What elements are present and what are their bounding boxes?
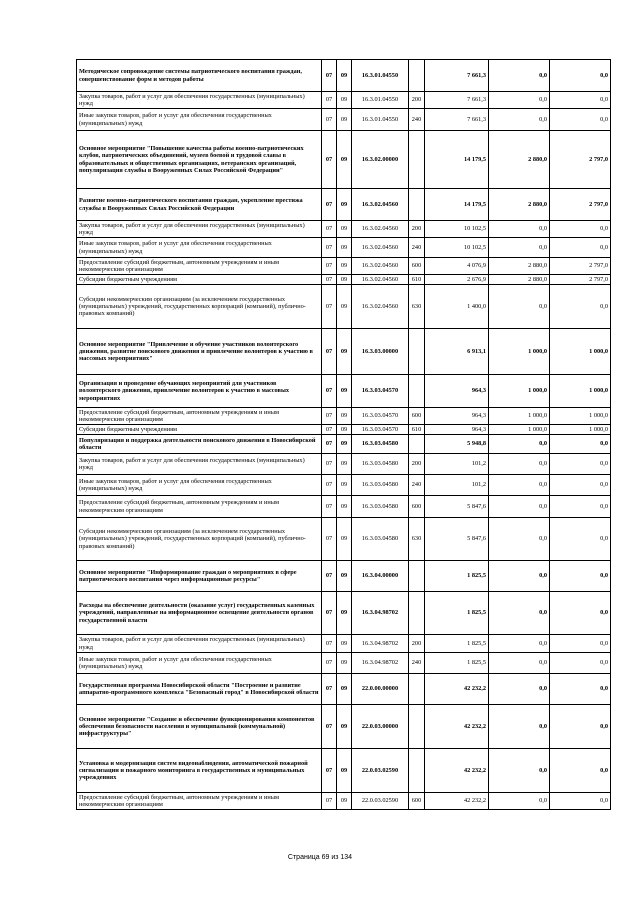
- row-amount-year-1: 101,2: [425, 454, 489, 475]
- row-amount-year-3: 0,0: [550, 60, 611, 92]
- row-expense-type: 630: [409, 518, 425, 561]
- row-expense-type: 200: [409, 92, 425, 109]
- row-subsection: 09: [337, 475, 352, 496]
- row-target-code: 16.3.03.04570: [352, 408, 409, 425]
- row-target-code: 16.3.02.04560: [352, 238, 409, 258]
- row-amount-year-2: 2 880,0: [489, 189, 550, 221]
- table-row: [77, 653, 611, 674]
- row-subsection: 09: [337, 518, 352, 561]
- row-subsection: 09: [337, 131, 352, 189]
- row-amount-year-2: 0,0: [489, 496, 550, 518]
- row-subsection: 09: [337, 454, 352, 475]
- row-amount-year-1: 5 847,6: [425, 518, 489, 561]
- page-number: Страница 69 из 134: [287, 854, 353, 861]
- table-row: [77, 92, 611, 109]
- table-row: [77, 131, 611, 189]
- row-name: Установка и модернизация систем видеонаблюдения, автоматической пожарной сигнализации и пожарного мониторинга в государственных и муниципальных учреждениях: [77, 749, 322, 793]
- table-row: [77, 674, 611, 705]
- row-expense-type: [409, 329, 425, 375]
- table-row: [77, 518, 611, 561]
- row-amount-year-3: 2 797,0: [550, 131, 611, 189]
- row-expense-type: 240: [409, 109, 425, 131]
- row-expense-type: 200: [409, 635, 425, 653]
- row-name: Основное мероприятие "Информирование граждан о мероприятиях в сфере патриотического воспитания через информационные ресурсы": [77, 561, 322, 592]
- table-row: [77, 109, 611, 131]
- row-amount-year-2: 1 000,0: [489, 425, 550, 435]
- row-amount-year-3: 2 797,0: [550, 189, 611, 221]
- row-amount-year-1: 7 661,3: [425, 92, 489, 109]
- row-target-code: 16.3.02.04560: [352, 275, 409, 285]
- row-amount-year-3: 0,0: [550, 749, 611, 793]
- row-subsection: 09: [337, 258, 352, 275]
- row-target-code: 22.0.03.02590: [352, 749, 409, 793]
- row-target-code: 16.3.02.04560: [352, 221, 409, 238]
- row-expense-type: 600: [409, 258, 425, 275]
- row-amount-year-2: 0,0: [489, 435, 550, 454]
- row-amount-year-3: 0,0: [550, 705, 611, 749]
- row-subsection: 09: [337, 109, 352, 131]
- row-target-code: 22.0.00.00000: [352, 674, 409, 705]
- table-row: [77, 435, 611, 454]
- table-row: [77, 329, 611, 375]
- row-amount-year-1: 1 825,5: [425, 592, 489, 635]
- row-subsection: 09: [337, 275, 352, 285]
- row-amount-year-3: 0,0: [550, 92, 611, 109]
- table-row: [77, 496, 611, 518]
- row-subsection: 09: [337, 425, 352, 435]
- row-target-code: 16.3.04.00000: [352, 561, 409, 592]
- row-amount-year-3: 0,0: [550, 592, 611, 635]
- row-section: 07: [322, 275, 337, 285]
- row-amount-year-1: 1 400,0: [425, 285, 489, 329]
- row-amount-year-1: 42 232,2: [425, 674, 489, 705]
- row-amount-year-1: 5 847,6: [425, 496, 489, 518]
- row-amount-year-3: 0,0: [550, 109, 611, 131]
- table-row: [77, 285, 611, 329]
- row-expense-type: 200: [409, 454, 425, 475]
- row-expense-type: [409, 131, 425, 189]
- row-amount-year-1: 42 232,2: [425, 793, 489, 810]
- row-amount-year-2: 0,0: [489, 92, 550, 109]
- row-subsection: 09: [337, 238, 352, 258]
- row-amount-year-1: 10 102,5: [425, 238, 489, 258]
- row-target-code: 16.3.03.04570: [352, 375, 409, 408]
- row-target-code: 22.0.03.00000: [352, 705, 409, 749]
- row-subsection: 09: [337, 285, 352, 329]
- row-amount-year-2: 1 000,0: [489, 329, 550, 375]
- row-amount-year-3: 1 000,0: [550, 425, 611, 435]
- row-amount-year-2: 2 880,0: [489, 275, 550, 285]
- row-expense-type: 630: [409, 285, 425, 329]
- row-name: Иные закупки товаров, работ и услуг для обеспечения государственных (муниципальных) нужд: [77, 475, 322, 496]
- row-amount-year-3: 0,0: [550, 496, 611, 518]
- row-amount-year-3: 0,0: [550, 674, 611, 705]
- row-amount-year-2: 0,0: [489, 285, 550, 329]
- row-amount-year-3: 0,0: [550, 435, 611, 454]
- row-section: 07: [322, 454, 337, 475]
- row-name: Предоставление субсидий бюджетным, автономным учреждениям и иным некоммерческим организациям: [77, 408, 322, 425]
- row-section: 07: [322, 189, 337, 221]
- row-amount-year-3: 0,0: [550, 635, 611, 653]
- row-section: 07: [322, 238, 337, 258]
- row-target-code: 16.3.03.04580: [352, 475, 409, 496]
- table-row: [77, 475, 611, 496]
- row-section: 07: [322, 674, 337, 705]
- row-subsection: 09: [337, 92, 352, 109]
- row-section: 07: [322, 705, 337, 749]
- row-target-code: 16.3.01.04550: [352, 60, 409, 92]
- row-amount-year-1: 14 179,5: [425, 131, 489, 189]
- row-amount-year-2: 0,0: [489, 592, 550, 635]
- row-expense-type: 610: [409, 275, 425, 285]
- row-amount-year-3: 2 797,0: [550, 258, 611, 275]
- row-name: Закупка товаров, работ и услуг для обеспечения государственных (муниципальных) нужд: [77, 454, 322, 475]
- row-target-code: 16.3.03.04580: [352, 496, 409, 518]
- row-target-code: 16.3.03.04580: [352, 435, 409, 454]
- row-section: 07: [322, 793, 337, 810]
- row-amount-year-2: 0,0: [489, 109, 550, 131]
- row-name: Методическое сопровождение системы патриотического воспитания граждан, совершенствование форм и методов работы: [77, 60, 322, 92]
- table-row: [77, 635, 611, 653]
- row-subsection: 09: [337, 375, 352, 408]
- row-amount-year-2: 0,0: [489, 705, 550, 749]
- row-target-code: 16.3.02.04560: [352, 258, 409, 275]
- table-row: [77, 454, 611, 475]
- row-name: Государственная программа Новосибирской области "Построение и развитие аппаратно-программного комплекса "Безопасный город" в Новосибирской области: [77, 674, 322, 705]
- row-amount-year-2: 0,0: [489, 793, 550, 810]
- row-expense-type: 200: [409, 221, 425, 238]
- row-name: Субсидии некоммерческим организациям (за исключением государственных (муниципальных) учреждений, государственных корпораций (компаний), публично-правовых компаний): [77, 285, 322, 329]
- row-expense-type: [409, 705, 425, 749]
- row-amount-year-1: 4 076,9: [425, 258, 489, 275]
- table-row: [77, 592, 611, 635]
- row-amount-year-1: 1 825,5: [425, 653, 489, 674]
- row-amount-year-1: 7 661,3: [425, 60, 489, 92]
- row-amount-year-2: 0,0: [489, 653, 550, 674]
- row-amount-year-2: 1 000,0: [489, 408, 550, 425]
- row-name: Расходы на обеспечение деятельности (оказание услуг) государственных казенных учреждений, направленные на информационное освещение деятельности органов государственной власти: [77, 592, 322, 635]
- row-amount-year-3: 1 000,0: [550, 375, 611, 408]
- row-section: 07: [322, 375, 337, 408]
- row-section: 07: [322, 109, 337, 131]
- row-amount-year-2: 1 000,0: [489, 375, 550, 408]
- row-expense-type: [409, 561, 425, 592]
- row-amount-year-1: 964,3: [425, 425, 489, 435]
- row-amount-year-3: 1 000,0: [550, 408, 611, 425]
- row-section: 07: [322, 435, 337, 454]
- row-section: 07: [322, 475, 337, 496]
- row-subsection: 09: [337, 592, 352, 635]
- row-expense-type: [409, 435, 425, 454]
- row-amount-year-2: 0,0: [489, 561, 550, 592]
- budget-table: [76, 59, 611, 810]
- row-amount-year-3: 0,0: [550, 454, 611, 475]
- row-amount-year-1: 1 825,5: [425, 635, 489, 653]
- row-section: 07: [322, 408, 337, 425]
- row-amount-year-3: 0,0: [550, 518, 611, 561]
- row-amount-year-2: 0,0: [489, 475, 550, 496]
- row-amount-year-3: 0,0: [550, 653, 611, 674]
- row-name: Основное мероприятие "Повышение качества работы военно-патриотических клубов, патриотических объединений, музеев боевой и трудовой славы в образовательных и общественных организациях, ветеранских организаций, популяризация службы в Вооруженных Силах Российской Федерации": [77, 131, 322, 189]
- row-subsection: 09: [337, 408, 352, 425]
- row-amount-year-2: 2 880,0: [489, 258, 550, 275]
- row-section: 07: [322, 561, 337, 592]
- row-section: 07: [322, 425, 337, 435]
- row-section: 07: [322, 258, 337, 275]
- row-target-code: 16.3.02.04560: [352, 189, 409, 221]
- row-expense-type: 600: [409, 793, 425, 810]
- row-name: Субсидии бюджетным учреждениям: [77, 275, 322, 285]
- row-amount-year-2: 0,0: [489, 518, 550, 561]
- table-row: [77, 425, 611, 435]
- row-amount-year-1: 964,3: [425, 375, 489, 408]
- row-target-code: 16.3.04.98702: [352, 592, 409, 635]
- row-amount-year-1: 14 179,5: [425, 189, 489, 221]
- row-subsection: 09: [337, 635, 352, 653]
- row-expense-type: 600: [409, 496, 425, 518]
- row-name: Закупка товаров, работ и услуг для обеспечения государственных (муниципальных) нужд: [77, 221, 322, 238]
- row-amount-year-1: 964,3: [425, 408, 489, 425]
- row-amount-year-1: 5 948,8: [425, 435, 489, 454]
- row-amount-year-3: 0,0: [550, 475, 611, 496]
- row-section: 07: [322, 221, 337, 238]
- row-subsection: 09: [337, 60, 352, 92]
- row-section: 07: [322, 653, 337, 674]
- row-subsection: 09: [337, 561, 352, 592]
- budget-table-page: [76, 59, 610, 810]
- row-target-code: 16.3.03.04570: [352, 425, 409, 435]
- row-amount-year-3: 0,0: [550, 221, 611, 238]
- row-amount-year-3: 0,0: [550, 285, 611, 329]
- row-amount-year-3: 0,0: [550, 561, 611, 592]
- table-row: [77, 793, 611, 810]
- row-amount-year-2: 0,0: [489, 635, 550, 653]
- row-amount-year-1: 42 232,2: [425, 749, 489, 793]
- row-expense-type: [409, 592, 425, 635]
- row-expense-type: 610: [409, 425, 425, 435]
- table-row: [77, 375, 611, 408]
- row-expense-type: [409, 749, 425, 793]
- row-subsection: 09: [337, 749, 352, 793]
- row-section: 07: [322, 285, 337, 329]
- row-section: 07: [322, 92, 337, 109]
- row-expense-type: [409, 189, 425, 221]
- row-target-code: 16.3.03.00000: [352, 329, 409, 375]
- row-expense-type: 600: [409, 408, 425, 425]
- row-name: Субсидии некоммерческим организациям (за исключением государственных (муниципальных) учреждений, государственных корпораций (компаний), публично-правовых компаний): [77, 518, 322, 561]
- row-amount-year-1: 7 661,3: [425, 109, 489, 131]
- row-subsection: 09: [337, 705, 352, 749]
- row-amount-year-1: 1 825,5: [425, 561, 489, 592]
- table-body: [77, 60, 611, 810]
- table-row: [77, 60, 611, 92]
- row-subsection: 09: [337, 674, 352, 705]
- table-row: [77, 189, 611, 221]
- row-expense-type: 240: [409, 653, 425, 674]
- row-target-code: 22.0.03.02590: [352, 793, 409, 810]
- row-name: Основное мероприятие "Привлечение и обучение участников волонтерского движения, развитие поискового движения и привлечение волонтеров к участию в массовых мероприятиях": [77, 329, 322, 375]
- row-subsection: 09: [337, 653, 352, 674]
- row-name: Организация и проведение обучающих мероприятий для участников волонтерского движения, привлечение волонтеров к участию в массовых мероприятиях: [77, 375, 322, 408]
- row-section: 07: [322, 749, 337, 793]
- row-name: Субсидии бюджетным учреждениям: [77, 425, 322, 435]
- row-expense-type: 240: [409, 238, 425, 258]
- row-amount-year-2: 0,0: [489, 454, 550, 475]
- row-amount-year-3: 1 000,0: [550, 329, 611, 375]
- row-subsection: 09: [337, 435, 352, 454]
- row-amount-year-1: 101,2: [425, 475, 489, 496]
- row-amount-year-1: 42 232,2: [425, 705, 489, 749]
- row-amount-year-2: 0,0: [489, 238, 550, 258]
- table-row: [77, 749, 611, 793]
- table-row: [77, 561, 611, 592]
- table-row: [77, 408, 611, 425]
- row-amount-year-2: 0,0: [489, 674, 550, 705]
- row-expense-type: [409, 60, 425, 92]
- row-expense-type: [409, 674, 425, 705]
- row-name: Иные закупки товаров, работ и услуг для обеспечения государственных (муниципальных) нужд: [77, 653, 322, 674]
- row-target-code: 16.3.02.00000: [352, 131, 409, 189]
- row-section: 07: [322, 518, 337, 561]
- row-amount-year-1: 2 676,9: [425, 275, 489, 285]
- row-subsection: 09: [337, 221, 352, 238]
- row-name: Предоставление субсидий бюджетным, автономным учреждениям и иным некоммерческим организациям: [77, 793, 322, 810]
- row-amount-year-3: 2 797,0: [550, 275, 611, 285]
- row-amount-year-3: 0,0: [550, 238, 611, 258]
- row-name: Популяризация и поддержка деятельности поискового движения в Новосибирской области: [77, 435, 322, 454]
- table-row: [77, 258, 611, 275]
- row-amount-year-2: 0,0: [489, 60, 550, 92]
- row-expense-type: [409, 375, 425, 408]
- table-row: [77, 221, 611, 238]
- row-amount-year-1: 6 913,1: [425, 329, 489, 375]
- row-section: 07: [322, 60, 337, 92]
- row-subsection: 09: [337, 329, 352, 375]
- row-target-code: 16.3.03.04580: [352, 518, 409, 561]
- row-name: Закупка товаров, работ и услуг для обеспечения государственных (муниципальных) нужд: [77, 92, 322, 109]
- row-section: 07: [322, 496, 337, 518]
- table-row: [77, 275, 611, 285]
- row-name: Основное мероприятие "Создание и обеспечение функционирования компонентов обеспечения безопасности населения и муниципальной (коммунальной) инфраструктуры": [77, 705, 322, 749]
- row-amount-year-1: 10 102,5: [425, 221, 489, 238]
- row-section: 07: [322, 329, 337, 375]
- row-amount-year-2: 0,0: [489, 221, 550, 238]
- row-amount-year-2: 0,0: [489, 749, 550, 793]
- row-amount-year-3: 0,0: [550, 793, 611, 810]
- row-target-code: 16.3.02.04560: [352, 285, 409, 329]
- row-expense-type: 240: [409, 475, 425, 496]
- row-section: 07: [322, 131, 337, 189]
- table-row: [77, 705, 611, 749]
- row-name: Предоставление субсидий бюджетным, автономным учреждениям и иным некоммерческим организациям: [77, 258, 322, 275]
- row-target-code: 16.3.01.04550: [352, 92, 409, 109]
- row-target-code: 16.3.03.04580: [352, 454, 409, 475]
- row-amount-year-2: 2 880,0: [489, 131, 550, 189]
- row-subsection: 09: [337, 189, 352, 221]
- row-section: 07: [322, 635, 337, 653]
- row-name: Иные закупки товаров, работ и услуг для обеспечения государственных (муниципальных) нужд: [77, 109, 322, 131]
- row-target-code: 16.3.01.04550: [352, 109, 409, 131]
- row-subsection: 09: [337, 496, 352, 518]
- row-target-code: 16.3.04.98702: [352, 635, 409, 653]
- table-row: [77, 238, 611, 258]
- row-name: Предоставление субсидий бюджетным, автономным учреждениям и иным некоммерческим организациям: [77, 496, 322, 518]
- row-subsection: 09: [337, 793, 352, 810]
- row-section: 07: [322, 592, 337, 635]
- row-name: Иные закупки товаров, работ и услуг для обеспечения государственных (муниципальных) нужд: [77, 238, 322, 258]
- row-name: Развитие военно-патриотического воспитания граждан, укрепление престижа службы в Вооруженных Силах Российской Федерации: [77, 189, 322, 221]
- row-target-code: 16.3.04.98702: [352, 653, 409, 674]
- row-name: Закупка товаров, работ и услуг для обеспечения государственных (муниципальных) нужд: [77, 635, 322, 653]
